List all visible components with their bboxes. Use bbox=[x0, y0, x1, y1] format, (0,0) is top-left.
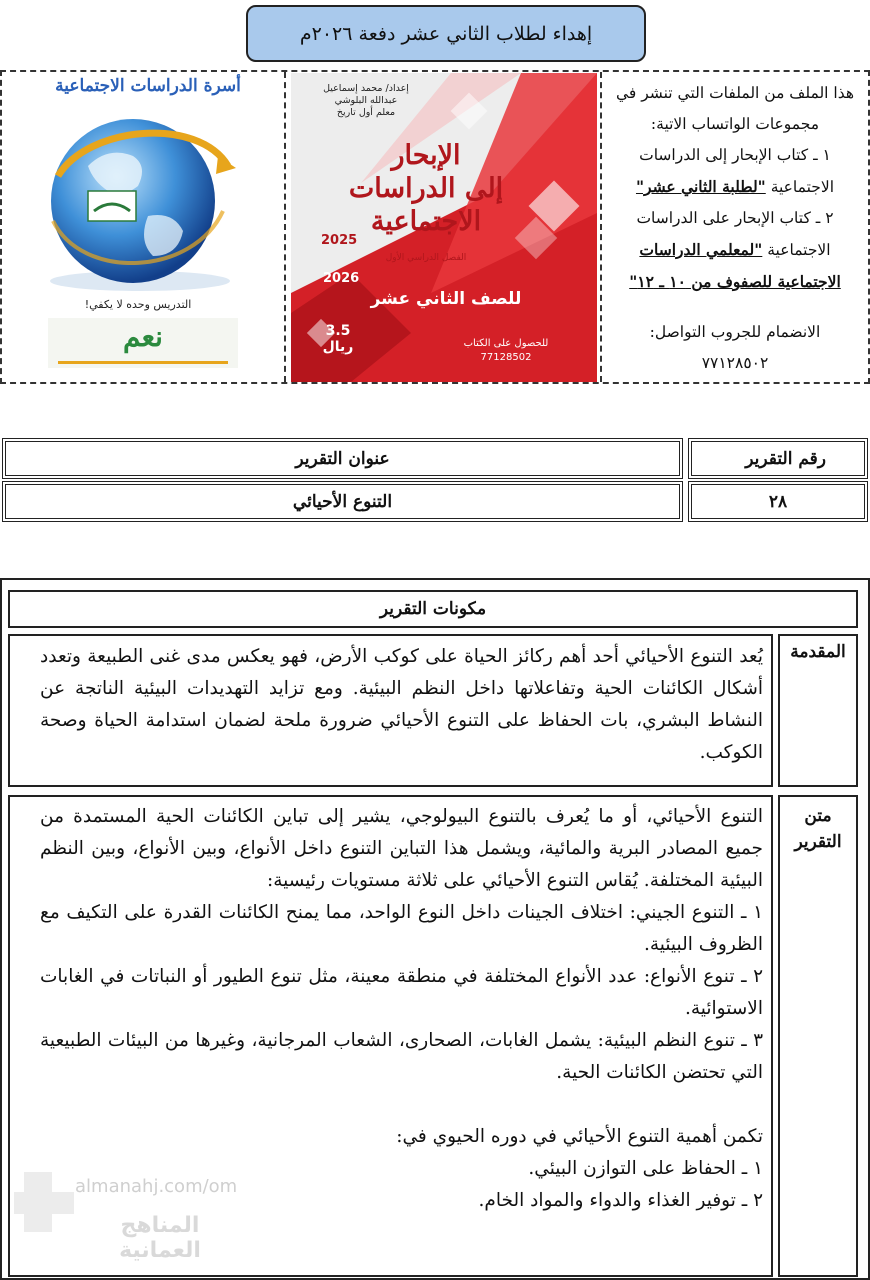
social-studies-logo bbox=[28, 76, 248, 374]
body-list-item: ٣ ـ تنوع النظم البيئية: يشمل الغابات، الصحارى، الشعاب المرجانية، وغيرها من البيئات الطبيعية التي تحتضن الكائنات الحية. bbox=[40, 1030, 763, 1083]
cover-contact-line: للحصول على الكتاب bbox=[463, 338, 549, 349]
body-label bbox=[780, 803, 856, 855]
promo-group-link[interactable]: "لطلبة الثاني عشر" bbox=[635, 177, 766, 196]
dedication-text: إهداء لطلاب الثاني عشر دفعة ٢٠٢٦م bbox=[299, 22, 593, 45]
logo-brand-box bbox=[48, 318, 238, 368]
body-paragraph: التنوع الأحيائي، أو ما يُعرف بالتنوع البيولوجي، يشير إلى تباين الكائنات الحية المستمدة من جميع المصادر البرية والمائية، ويشمل هذا التباين التنوع داخل الأنواع، وبين الأنواع، وبين النظم البيئية المختلفة. يُقاس التنوع الأحيائي على ثلاثة مستويات رئيسية: bbox=[40, 806, 763, 891]
promo-plain: الاجتماعية bbox=[762, 241, 831, 259]
intro-label: المقدمة bbox=[790, 642, 846, 662]
cover-title-line: إلى الدراسات bbox=[348, 173, 504, 204]
watermark-logo-icon bbox=[14, 1172, 74, 1242]
intro-label-cell bbox=[778, 634, 858, 787]
watermark-name: المناهج العمانية bbox=[119, 1213, 201, 1263]
components-title-cell bbox=[8, 590, 858, 628]
promo-line bbox=[606, 234, 864, 266]
intro-paragraph: يُعد التنوع الأحيائي أحد أهم ركائز الحياة على كوكب الأرض، فهو يعكس مدى غنى الطبيعة وتعدد أشكال الكائنات الحية وتفاعلاتها داخل النظم البيئية. ومع تزايد التهديدات البيئية الناتجة عن النشاط البشري، بات الحفاظ على التنوع الأحيائي ضرورة ملحة لضمان استدامة الحياة وصحة الكوكب. bbox=[40, 646, 763, 763]
promo-divider bbox=[600, 72, 602, 382]
cover-title bbox=[321, 139, 531, 238]
cover-price bbox=[313, 323, 363, 355]
promo-line: هذا الملف من الملفات التي تنشر في bbox=[615, 84, 855, 102]
promo-line: ٢ ـ كتاب الإبحار على الدراسات bbox=[636, 209, 834, 227]
cover-author-line: إعداد/ محمد إسماعيل bbox=[323, 83, 409, 94]
phone-number: ٧٧١٢٨٥٠٢ bbox=[701, 354, 769, 372]
body-label-line: متن bbox=[804, 806, 832, 826]
body-list-item: ٢ ـ توفير الغذاء والدواء والمواد الخام. bbox=[478, 1190, 763, 1211]
promo-line: ١ ـ كتاب الإبحار إلى الدراسات bbox=[639, 146, 831, 164]
book-cover-image bbox=[291, 73, 597, 382]
body-list-item: ١ ـ التنوع الجيني: اختلاف الجينات داخل النوع الواحد، مما يمنح الكائنات القدرة على التكيف مع الظروف البيئية. bbox=[40, 902, 763, 955]
body-label-cell bbox=[778, 795, 858, 1277]
cover-price-unit: ريال bbox=[322, 339, 354, 355]
cover-contact bbox=[441, 337, 571, 365]
logo-brand: نعم bbox=[123, 320, 163, 353]
body-text-cell bbox=[8, 795, 773, 1277]
spacer bbox=[606, 297, 864, 317]
promo-group-link[interactable]: الاجتماعية للصفوف من ١٠ ـ ١٢" bbox=[629, 272, 841, 291]
cover-title-line: الإبحار bbox=[391, 140, 461, 171]
body-list-item: ٢ ـ تنوع الأنواع: عدد الأنواع المختلفة في منطقة معينة، مثل تنوع الطيور أو النباتات في الغابات الاستوائية. bbox=[40, 966, 763, 1019]
dedication-banner bbox=[246, 5, 646, 62]
watermark-url: almanahj.com/om bbox=[75, 1176, 238, 1197]
promo-line: مجموعات الواتساب الاتية: bbox=[650, 115, 820, 133]
cover-author-line: عبدالله البلوشي bbox=[334, 95, 398, 106]
cover-contact-number: 77128502 bbox=[480, 352, 532, 363]
cover-author-line: معلم أول تاريخ bbox=[336, 107, 396, 118]
globe-icon bbox=[28, 96, 248, 316]
cover-year-2: 2026 bbox=[323, 271, 360, 286]
title-label: عنوان التقرير bbox=[295, 448, 390, 469]
promo-group-link[interactable]: "لمعلمي الدراسات bbox=[639, 240, 763, 259]
cover-grade: للصف الثاني عشر bbox=[370, 289, 522, 309]
body-list-item: ١ ـ الحفاظ على التوازن البيئي. bbox=[528, 1158, 763, 1179]
cover-price-value: 3.5 bbox=[325, 323, 351, 339]
number-label-cell bbox=[688, 438, 868, 479]
number-value-cell bbox=[688, 481, 868, 522]
title-label-cell bbox=[2, 438, 683, 479]
cover-authors bbox=[311, 83, 421, 119]
components-title: مكونات التقرير bbox=[379, 599, 487, 619]
title-value-cell bbox=[2, 481, 683, 522]
logo-slogan: التدريس وحده لا يكفي! bbox=[84, 298, 192, 311]
cover-semester: الفصل الدراسي الأول bbox=[385, 253, 467, 263]
report-title: التنوع الأحيائي bbox=[292, 491, 393, 512]
number-label: رقم التقرير bbox=[745, 448, 826, 469]
logo-title: أسرة الدراسات الاجتماعية bbox=[55, 76, 241, 96]
spacer bbox=[40, 1089, 763, 1121]
cover-title-line: الاجتماعية bbox=[370, 206, 482, 237]
promo-plain: الاجتماعية bbox=[765, 178, 835, 196]
cover-year-1: 2025 bbox=[321, 233, 358, 248]
body-label-line: التقرير bbox=[794, 832, 842, 852]
report-number: ٢٨ bbox=[768, 491, 788, 512]
join-text: الانضمام للجروب التواصل: bbox=[649, 323, 821, 341]
body-paragraph: تكمن أهمية التنوع الأحيائي في دوره الحيوي في: bbox=[396, 1126, 763, 1147]
intro-text-cell bbox=[8, 634, 773, 787]
promo-divider bbox=[284, 72, 286, 382]
logo-underline bbox=[58, 361, 228, 364]
promo-text bbox=[606, 78, 864, 378]
promo-line bbox=[606, 171, 864, 203]
